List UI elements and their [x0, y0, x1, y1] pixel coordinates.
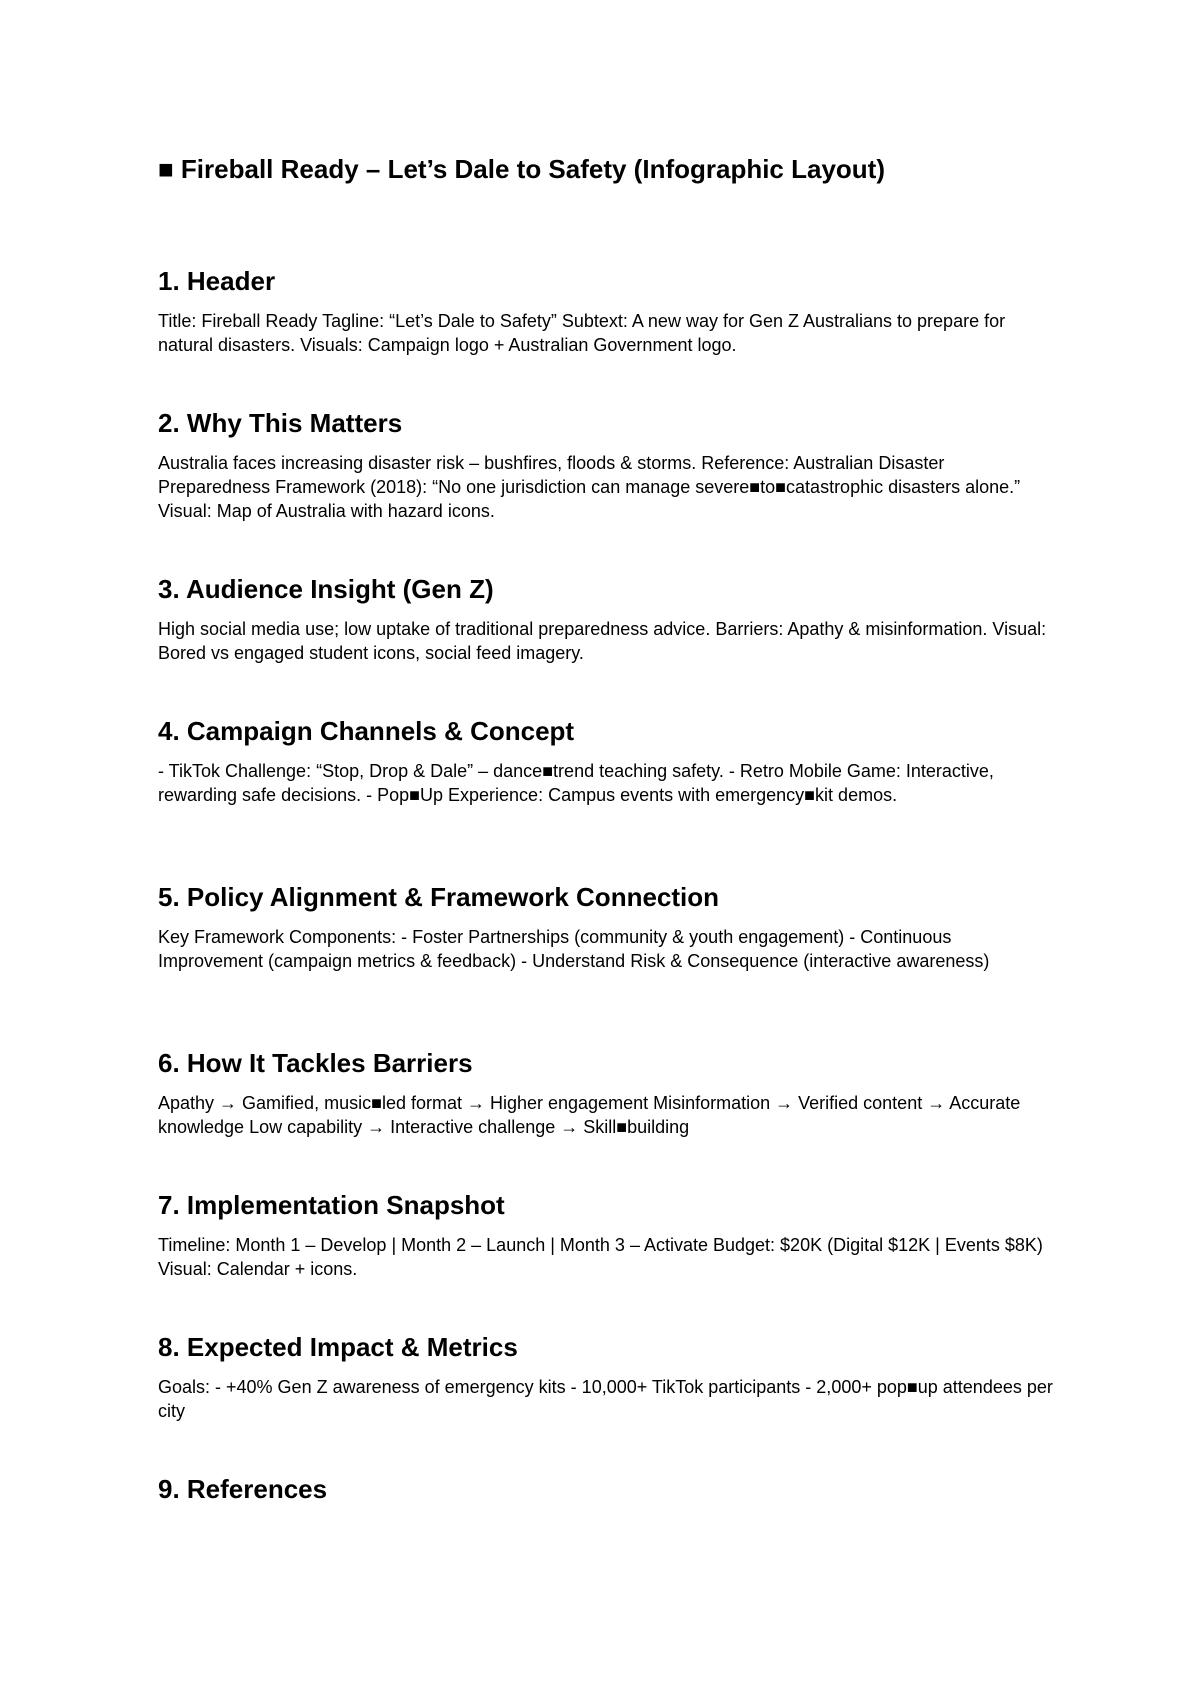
section-tackles-barriers: [158, 1048, 1058, 1139]
section-heading: 9. References: [158, 1474, 328, 1504]
document-page: [158, 154, 1058, 1504]
section-heading: 1. Header: [158, 266, 276, 296]
section-body: - TikTok Challenge: “Stop, Drop & Dale” – dance■trend teaching safety. - Retro Mobile Game: Interactive, rewarding safe decisions. - Pop■Up Experience: Campus events with emergency■kit demos.: [158, 761, 994, 806]
section-body: Key Framework Components: - Foster Partnerships (community & youth engagement) - Continuous Improvement (campaign metrics & feedback) - Understand Risk & Consequence (interactive awareness): [158, 927, 990, 972]
section-audience-insight: [158, 574, 1058, 665]
section-why-this-matters: [158, 408, 1058, 523]
document-title: ■ Fireball Ready – Let’s Dale to Safety (Infographic Layout): [158, 154, 885, 184]
section-body: Australia faces increasing disaster risk – bushfires, floods & storms. Reference: Australian Disaster Preparedness Framework (2018): “No one jurisdiction can manage severe■to■catastrophic disasters alone.” Visual: Map of Australia with hazard icons.: [158, 453, 1021, 522]
section-heading: 2. Why This Matters: [158, 408, 403, 438]
section-heading: 3. Audience Insight (Gen Z): [158, 574, 494, 604]
section-body: Goals: - +40% Gen Z awareness of emergency kits - 10,000+ TikTok participants - 2,000+ pop■up attendees per city: [158, 1377, 1053, 1422]
section-heading: 4. Campaign Channels & Concept: [158, 716, 575, 746]
section-body: Apathy → Gamified, music■led format → Higher engagement Misinformation → Verified content → Accurate knowledge Low capability → Interactive challenge → Skill■building: [158, 1093, 1021, 1138]
section-policy-alignment: [158, 882, 1058, 973]
section-body: Title: Fireball Ready Tagline: “Let’s Dale to Safety” Subtext: A new way for Gen Z Australians to prepare for natural disasters. Visuals: Campaign logo + Australian Government logo.: [158, 311, 1006, 356]
section-heading: 8. Expected Impact & Metrics: [158, 1332, 518, 1362]
section-campaign-channels: [158, 716, 1058, 807]
section-body: High social media use; low uptake of traditional preparedness advice. Barriers: Apathy & misinformation. Visual: Bored vs engaged student icons, social feed imagery.: [158, 619, 1047, 664]
section-heading: 5. Policy Alignment & Framework Connection: [158, 882, 720, 912]
section-body: Timeline: Month 1 – Develop | Month 2 – Launch | Month 3 – Activate Budget: $20K (Digital $12K | Events $8K) Visual: Calendar + icons.: [158, 1235, 1043, 1280]
section-header: [158, 266, 1058, 357]
section-implementation: [158, 1190, 1058, 1281]
section-heading: 6. How It Tackles Barriers: [158, 1048, 473, 1078]
section-references: [158, 1474, 1058, 1517]
section-heading: 7. Implementation Snapshot: [158, 1190, 505, 1220]
section-expected-impact: [158, 1332, 1058, 1423]
